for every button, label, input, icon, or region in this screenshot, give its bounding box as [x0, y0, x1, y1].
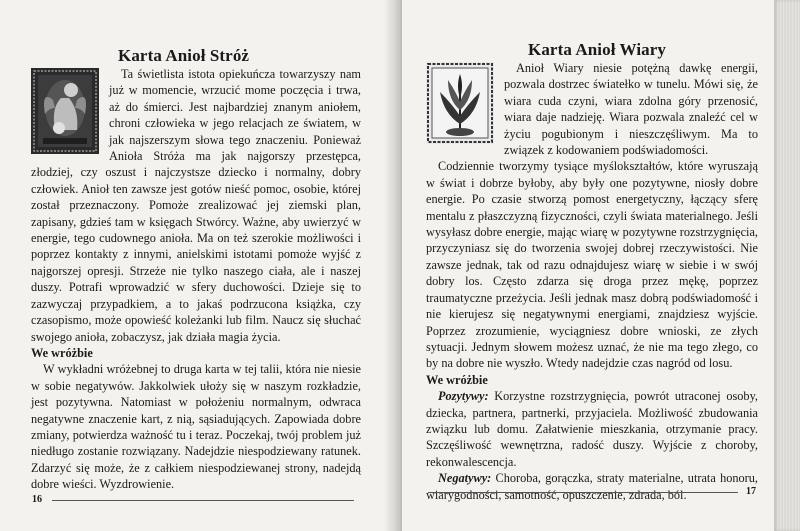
left-page — [0, 0, 396, 531]
left-page-number: 16 — [32, 494, 42, 505]
angel-card-image — [31, 68, 99, 154]
angel-card-illustration — [31, 68, 99, 154]
right-footer-rule — [428, 492, 738, 493]
right-positives — [426, 388, 758, 470]
plant-card-image — [426, 62, 494, 144]
right-subheading: We wróżbie — [426, 372, 488, 387]
right-page-number: 17 — [746, 486, 756, 497]
plant-card-illustration — [426, 62, 494, 144]
right-paragraph-1: Anioł Wiary niesie potężną dawkę energii, pozwala dostrzec światełko w tunelu. Mówi się, że wiara cuda czyni, wiara zdolna góry przenosić, wiara daje nadzieję. Wiara pozwala znaleźć cel w życiu pogubionym i nieszczęśliwym. Ma to związek z kodowaniem podświadomości. — [504, 61, 758, 158]
right-negatives — [426, 470, 758, 503]
left-footer-rule — [52, 500, 354, 501]
positives-label: Pozytywy: — [438, 389, 489, 404]
left-page-body — [31, 66, 361, 493]
right-paragraph-2: Codziennie tworzymy tysiące myślokształtów, które wyruszają w świat i dobrze byłoby, aby były one pozytywne, niosły dobre energie. Po czasie stworzą pomost energetyczny, łączący sferę mentalu z płaszczyzną fizyczności, czyli świata materialnego. Jeśli wysyłasz dobre energie, mając wiarę w pozytywne rozstrzygnięcia, przyczyniasz się do tworzenia swojej dobrej rzeczywistości. Nie zawsze jednak, tak od razu odnajdujesz wiarę w siebie i w swój dobry los. Często zdarza się droga przez mękę, poprzez traumatyczne przeżycia. Jeśli jednak masz dobrą podświadomość i nie kierujesz się negatywnymi energiami, znajdziesz wyjście. Poprzez zrozumienie, wyciągniesz dobre wnioski, ze złych sytuacji. Jednym słowem możesz uznać, że nie ma tego złego, co by na dobre nie wyszło. Wtedy nadejdzie czas nagród od losu. — [426, 159, 758, 371]
right-page-body — [426, 60, 758, 503]
negatives-text: Choroba, gorączka, straty materialne, utrata honoru, wiarygodności, samotność, opuszczenie, zdrada, ból. — [426, 471, 758, 502]
left-page-title: Karta Anioł Stróż — [118, 46, 250, 65]
left-divination-text: W wykładni wróżebnej to druga karta w tej talii, która nie niesie w sobie negatywów. Jakkolwiek ułoży się w naszym rozkładzie, jest pozytywna. Natomiast w położeniu normalnym, odwraca negatywne znaczenie kart, z nią, sąsiadujących. Zapowiada dobre zmiany, potwierdza ważność tu i teraz. Poczekaj, twój problem już niedługo zostanie rozwiązany. Nadejdzie niespodziewany ratunek. Zdarzyć się może, że z całkiem niespodziewanej strony, nadejdą dobre wieści. Wyzdrowienie. — [31, 362, 361, 492]
page-edges — [774, 0, 800, 531]
negatives-label: Negatywy: — [438, 471, 492, 486]
left-paragraph-1: Ta świetlista istota opiekuńcza towarzyszy nam już w momencie, wrzucić mome poczęcia i trwa, aż do śmierci. Jest najbardziej znanym aniołem, chroni człowieka w jego relacjach ze światem, w jak najszerszym słowa tego znaczeniu. Ponieważ Anioła Stróża ma jak najgorszy przestępca, złodziej, czy oszust i najczystsze dziecko i normalny, dobry człowiek. Anioł ten zawsze jest gotów nieść pomoc, osobie, której został przeznaczony. Pomoże zrealizować jej ziemski plan, zapisany, gdzieś tam w księgach Stwórcy. Ważne, aby uwierzyć w energie, tego cudownego anioła. Ma on też szerokie możliwości i poprzez kontakty z innymi, anielskimi istotami pomoże wyjść z najgorszej opresji. Strzeże nie tylko naszego ciała, ale i naszej duszy. Potrafi wprowadzić w sfery duchowości. Dzieje się to zazwyczaj przypadkiem, a to jakaś podrzucona książka, czy czasopismo, może opowieść koleżanki lub film. Naucz się słuchać swojego anioła, zobaczysz, jak działa magia życia. — [31, 67, 361, 344]
left-subheading: We wróżbie — [31, 345, 93, 360]
positives-text: Korzystne rozstrzygnięcia, powrót utraconej osoby, dziecka, partnera, partnerki, przyjaciela. Możliwość zbudowania związku lub domu. Załatwienie mieszkania, otrzymanie pracy. Szczęśliwość wewnętrzna, radość duszy. Wyjście z choroby, rekonwalescencja. — [426, 389, 758, 469]
right-page — [402, 0, 774, 531]
right-page-title: Karta Anioł Wiary — [528, 40, 667, 59]
